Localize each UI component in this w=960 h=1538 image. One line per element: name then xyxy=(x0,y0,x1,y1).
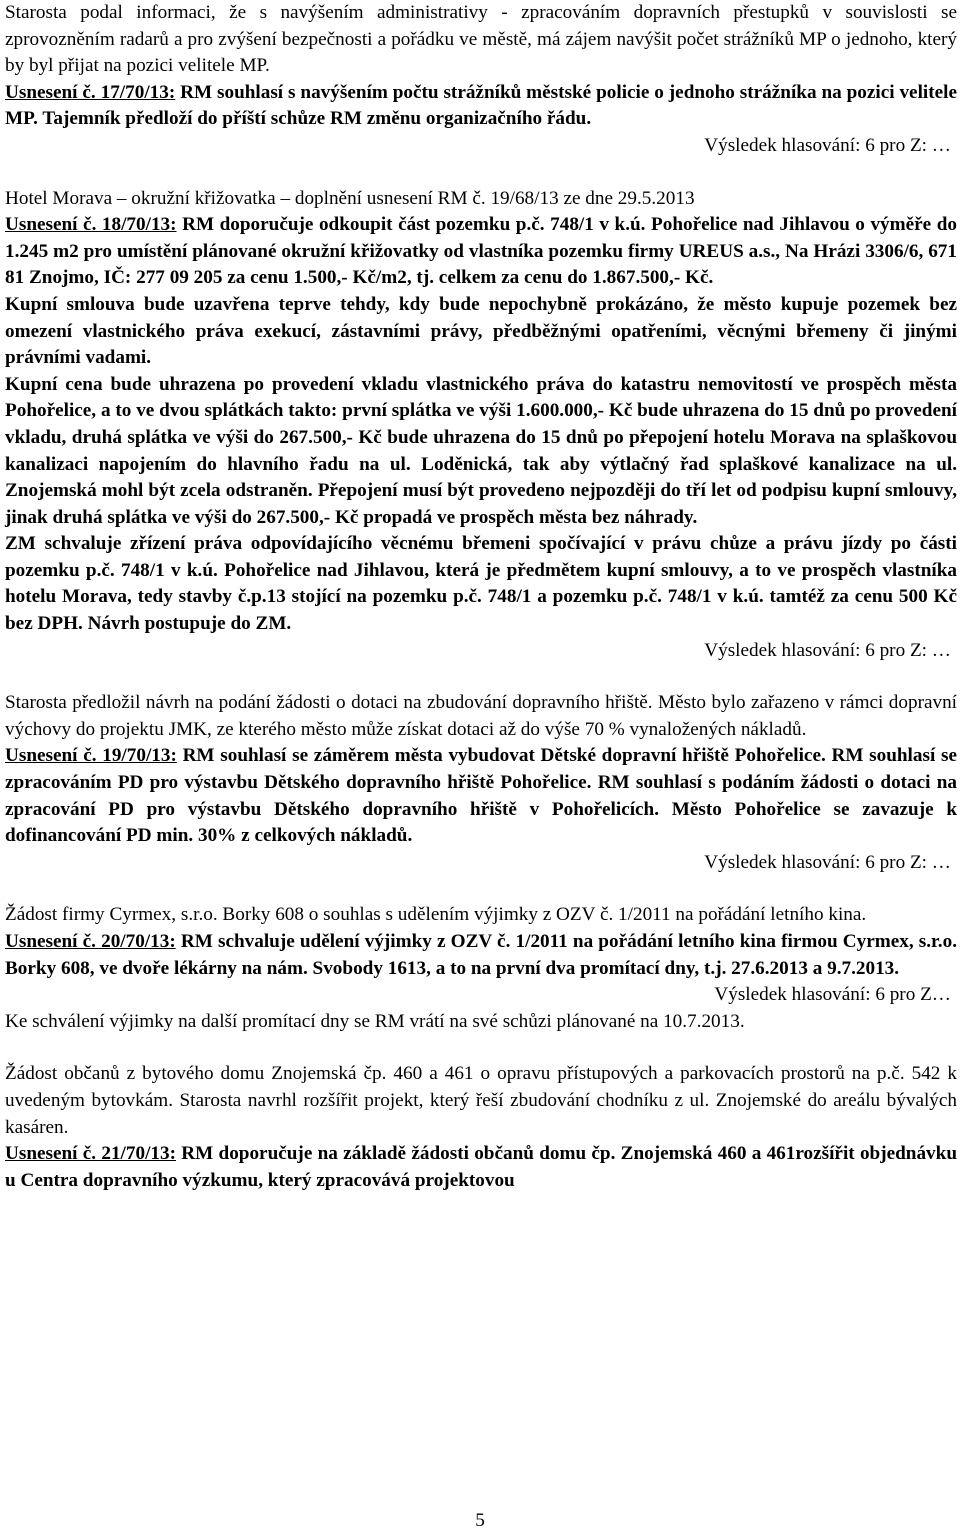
resolution-21-text: RM doporučuje na základě žádosti občanů domu čp. Znojemská 460 a 461rozšířit objednávku u Centra dopravního výzkumu, který zpracovává projektovou xyxy=(5,1143,957,1191)
section-1-intro: Starosta podal informaci, že s navýšením administrativy - zpracováním dopravních přestupků v souvislosti se zprovozněním radarů a pro zvýšení bezpečnosti a pořádku ve městě, má zájem navýšit počet strážníků MP o jednoho, který by byl přijat na pozici velitele MP. xyxy=(5,2,957,77)
section-4-intro: Žádost firmy Cyrmex, s.r.o. Borky 608 o souhlas s udělením výjimky z OZV č. 1/2011 na pořádání letního kina. xyxy=(5,904,867,926)
page-number: 5 xyxy=(475,1510,485,1531)
resolution-17-label: Usnesení č. 17/70/13: xyxy=(5,81,176,103)
vote-result-4: Výsledek hlasování: 6 pro Z… xyxy=(714,984,951,1006)
section-5-intro: Žádost občanů z bytového domu Znojemská čp. 460 a 461 o opravu přístupových a parkovacích prostorů na p.č. 542 k uvedeným bytovkám. Starosta navrhl rozšířit projekt, který řeší zbudování chodníku z ul. Znojemské do areálu bývalých kasáren. xyxy=(5,1063,957,1138)
resolution-20-label: Usnesení č. 20/70/13: xyxy=(5,931,176,952)
resolution-19 xyxy=(5,743,957,849)
resolution-18-para-4: ZM schvaluje zřízení práva odpovídajícího věcnému břemeni spočívající v právu chůze a právu jízdy po části pozemku p.č. 748/1 v k.ú. Pohořelice nad Jihlavou, která je předmětem kupní smlouvy, a to ve prospěch vlastníka hotelu Morava, tedy stavby č.p.13 stojící na pozemku p.č. 748/1 a pozemku p.č. 748/1 v k.ú. tamtéž za cenu 500 Kč bez DPH. Návrh postupuje do ZM. xyxy=(5,533,957,635)
resolution-18-para-2: Kupní smlouva bude uzavřena teprve tehdy, kdy bude nepochybně prokázáno, že město kupuje pozemek bez omezení vlastnického práva exekucí, zástavními právy, předběžnými opatřeními, věcnými břemeny či jinými právními vadami. xyxy=(5,293,957,369)
vote-result-3: Výsledek hlasování: 6 pro Z: … xyxy=(704,851,951,873)
resolution-21-label: Usnesení č. 21/70/13: xyxy=(5,1143,176,1165)
spacer xyxy=(5,160,957,186)
section-4-note: Ke schválení výjimky na další promítací dny se RM vrátí na své schůzi plánované na 10.7.2013. xyxy=(5,1010,745,1032)
resolution-18-text: RM doporučuje odkoupit část pozemku p.č. 748/1 v k.ú. Pohořelice nad Jihlavou o výměře do 1.245 m2 pro umístění plánované okružní křižovatky od vlastníka pozemku firmy UREUS a.s., Na Hrázi 3306/6, 671 81 Znojmo, IČ: 277 09 205 za cenu 1.500,- Kč/m2, tj. celkem za cenu do 1.867.500,- Kč. xyxy=(5,214,957,289)
resolution-17 xyxy=(5,80,957,133)
resolution-18-para-3: Kupní cena bude uhrazena po provedení vkladu vlastnického práva do katastru nemovitostí ve prospěch města Pohořelice, a to ve dvou splátkách takto: první splátka ve výši 1.600.000,- Kč bude uhrazena do 15 dnů po provedení vkladu, druhá splátka ve výši do 267.500,- Kč bude uhrazena do 15 dnů po přepojení hotelu Morava na splaškovou kanalizaci napojením do hlavního řadu na ul. Loděnická, tak aby výtlačný řad splaškové kanalizace na ul. Znojemská mohl být zcela odstraněn. Přepojení musí být provedeno nejpozději do tří let od podpisu kupní smlouvy, jinak druhá splátka ve výši do 267.500,- Kč propadá ve prospěch města bez náhrady. xyxy=(5,373,957,528)
resolution-21 xyxy=(5,1141,957,1194)
vote-result-1: Výsledek hlasování: 6 pro Z: … xyxy=(704,134,951,156)
vote-result-2: Výsledek hlasování: 6 pro Z: … xyxy=(704,639,951,661)
resolution-19-text: RM souhlasí se záměrem města vybudovat Dětské dopravní hřiště Pohořelice. RM souhlasí se zpracováním PD pro výstavbu Dětského dopravního hřiště Pohořelice. RM souhlasí s podáním žádosti o dotaci na zpracování PD pro výstavbu Dětského dopravního hřiště v Pohořelicích. Město Pohořelice se zavazuje k dofinancování PD min. 30% z celkových nákladů. xyxy=(5,745,957,847)
resolution-20-text: RM schvaluje udělení výjimky z OZV č. 1/2011 na pořádání letního kina firmou Cyrmex, s.r.o. Borky 608, ve dvoře lékárny na nám. Svobody 1613, a to na první dva promítací dny, t.j. 27.6.2013 a 9.7.2013. xyxy=(5,931,957,979)
resolution-17-text: RM souhlasí s navýšením počtu strážníků městské policie o jednoho strážníka na pozici velitele MP. Tajemník předloží do příští schůze RM změnu organizačního řádu. xyxy=(5,81,957,130)
resolution-18 xyxy=(5,212,957,292)
resolution-20 xyxy=(5,929,957,982)
resolution-19-label: Usnesení č. 19/70/13: xyxy=(5,745,177,767)
spacer xyxy=(5,1035,957,1061)
spacer xyxy=(5,664,957,690)
section-3-intro: Starosta předložil návrh na podání žádosti o dotaci na zbudování dopravního hřiště. Město bylo zařazeno v rámci dopravní výchovy do projektu JMK, ze kterého město může získat dotaci až do výše 70 % vynaložených nákladů. xyxy=(5,692,957,740)
document-page xyxy=(5,0,957,1538)
spacer xyxy=(5,876,957,902)
section-2-heading: Hotel Morava – okružní křižovatka – doplnění usnesení RM č. 19/68/13 ze dne 29.5.2013 xyxy=(5,187,695,209)
resolution-18-label: Usnesení č. 18/70/13: xyxy=(5,214,177,236)
